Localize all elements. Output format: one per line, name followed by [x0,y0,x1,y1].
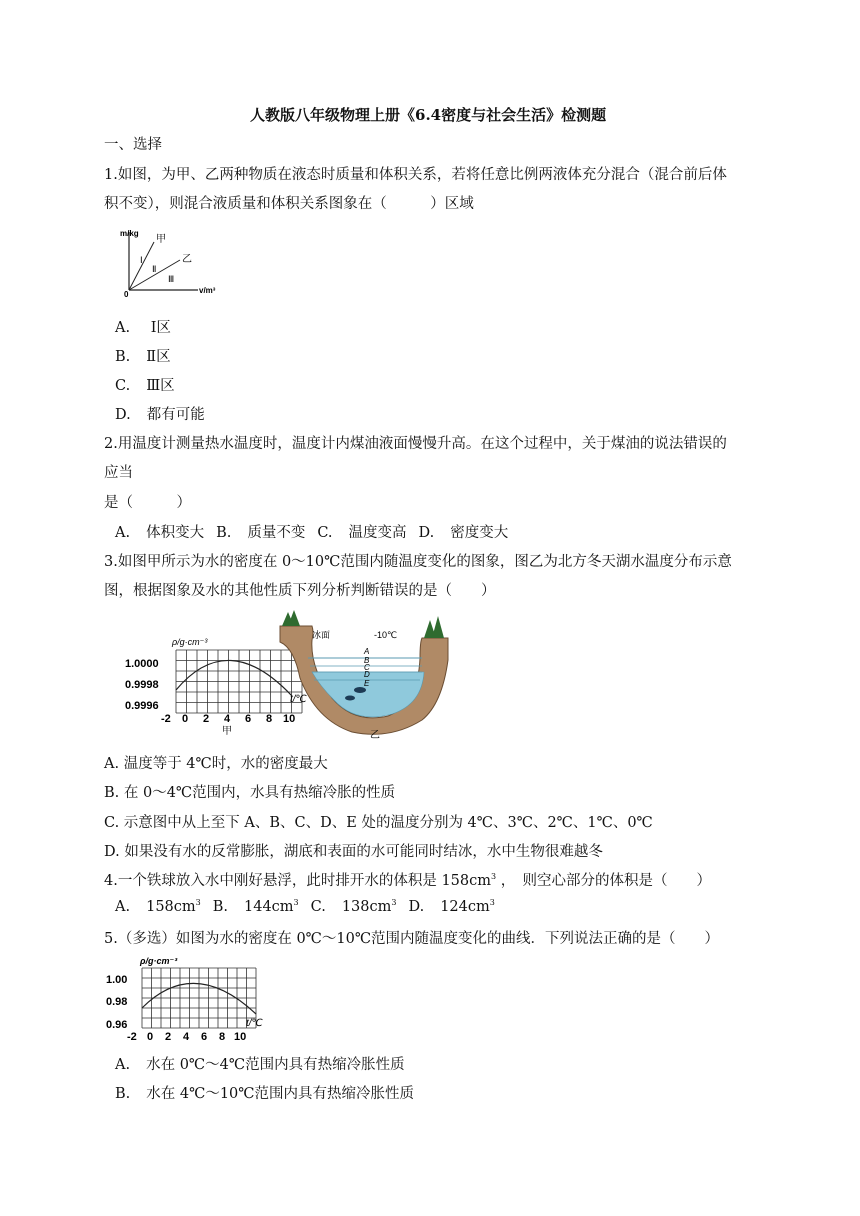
page-title: 人教版八年级物理上册《6.4密度与社会生活》检测题 [250,106,607,124]
q5-option-b: B. 水在 4℃～10℃范围内具有热缩冷胀性质 [115,1086,414,1102]
q5-xtick-1: 0 [147,1031,154,1042]
q3a-xtick-0: -2 [161,713,171,725]
q1-text-line1: 1.如图，为甲、乙两种物质在液态时质量和体积关系，若将任意比例两液体充分混合（混合前后体 [104,167,727,183]
q3-text-line2: 图，根据图象及水的其他性质下列分析判断错误的是（ ） [104,583,496,599]
q5-text-line1: 5.（多选）如图为水的密度在 0℃～10℃范围内随温度变化的曲线．下列说法正确的是（ ） [104,931,720,947]
q1-fig-xlabel: v/m³ [199,286,216,295]
q3a-ylabel: ρ/g·cm⁻³ [172,637,208,647]
q5-xlabel: t/℃ [246,1018,263,1029]
q3-option-d: D. 如果没有水的反常膨胀，湖底和表面的水可能同时结冰，水中生物很难越冬 [104,844,603,860]
q2-text-line3: 是（ ） [104,495,191,511]
q3a-xlabel: t/℃ [290,694,307,705]
q5-xtick-5: 8 [219,1031,226,1042]
q3a-xtick-3: 4 [224,713,231,725]
q3a-ytick-0: 1.0000 [125,658,159,670]
q3-option-c: C. 示意图中从上至下 A、B、C、D、E 处的温度分别为 4℃、3℃、2℃、1℃、0℃ [104,815,653,831]
q3-option-b: B. 在 0～4℃范围内，水具有热缩冷胀的性质 [104,785,396,801]
q2-text-line1: 2.用温度计测量热水温度时，温度计内煤油液面慢慢升高。在这个过程中，关于煤油的说法错误的 [104,436,727,452]
q1-fig-region2: Ⅱ [152,264,157,274]
q1-fig-region3: Ⅲ [168,274,175,284]
q3b-label-e: E [364,679,370,688]
q5-ytick-1: 0.98 [106,996,128,1008]
q3b-air-temp: -10℃ [374,630,398,640]
q5-xtick-4: 6 [201,1031,208,1042]
q1-fig-region1: Ⅰ [140,255,143,265]
q5-ytick-0: 1.00 [106,974,128,986]
q3b-ice-label: 冰面 [312,630,331,640]
section-heading: 一、选择 [104,137,162,153]
q4-text-line1: 4.一个铁球放入水中刚好悬浮，此时排开水的体积是 $158cm^3$ ， 则空心部分的体积是（ ） [104,872,711,889]
q5-option-a: A. 水在 0℃～4℃范围内具有热缩冷胀性质 [115,1057,405,1073]
q3b-label-c: C [364,663,370,672]
q1-mass-volume-figure [110,224,230,298]
q5-xtick-3: 4 [183,1031,190,1042]
q5-xtick-6: 10 [234,1031,247,1042]
q3b-caption: 乙 [370,730,380,741]
q5-density-graph [104,950,279,1042]
q2-options: A. 体积变大 B. 质量不变 C. 温度变高 D. 密度变大 [115,525,509,541]
q3b-label-a: A [364,647,370,656]
q1-text-line2: 积不变），则混合液质量和体积关系图象在（ ）区域 [104,196,474,212]
q1-option-b: B. Ⅱ区 [115,349,171,365]
q2-text-line2: 应当 [104,465,133,481]
q1-fig-line-a: 甲 [156,234,166,245]
q3-lake-diagram-b [272,608,452,744]
q3a-xtick-1: 0 [182,713,189,725]
q1-option-d: D. 都有可能 [115,407,205,423]
q4-options: A. $158cm^3$ B. $144cm^3$ C. $138cm^3$ D. $124cm^3$ [115,898,495,915]
q3a-xtick-5: 8 [266,713,273,725]
q5-xtick-2: 2 [165,1031,172,1042]
q3a-caption: 甲 [222,726,232,737]
q3-option-a: A. 温度等于 4℃时，水的密度最大 [104,756,328,772]
q1-fig-origin: 0 [124,290,129,298]
q1-option-c: C. Ⅲ区 [115,378,175,394]
q3a-xtick-6: 10 [283,713,296,725]
q1-fig-ylabel: m/kg [120,229,139,238]
q5-xtick-0: -2 [127,1031,137,1042]
q3b-label-d: D [364,670,370,679]
q1-option-a: A. Ⅰ区 [115,320,171,336]
q5-ylabel: ρ/g·cm⁻³ [140,956,178,966]
q3a-xtick-4: 6 [245,713,252,725]
q3a-xtick-2: 2 [203,713,210,725]
q1-fig-line-b: 乙 [182,254,192,265]
q3b-label-b: B [364,656,370,665]
q3-text-line1: 3.如图甲所示为水的密度在 0～10℃范围内随温度变化的图象，图乙为北方冬天湖水温度分布示意 [104,554,732,570]
q5-ytick-2: 0.96 [106,1019,128,1031]
q3a-ytick-1: 0.9998 [125,679,159,691]
q3a-ytick-2: 0.9996 [125,700,159,712]
